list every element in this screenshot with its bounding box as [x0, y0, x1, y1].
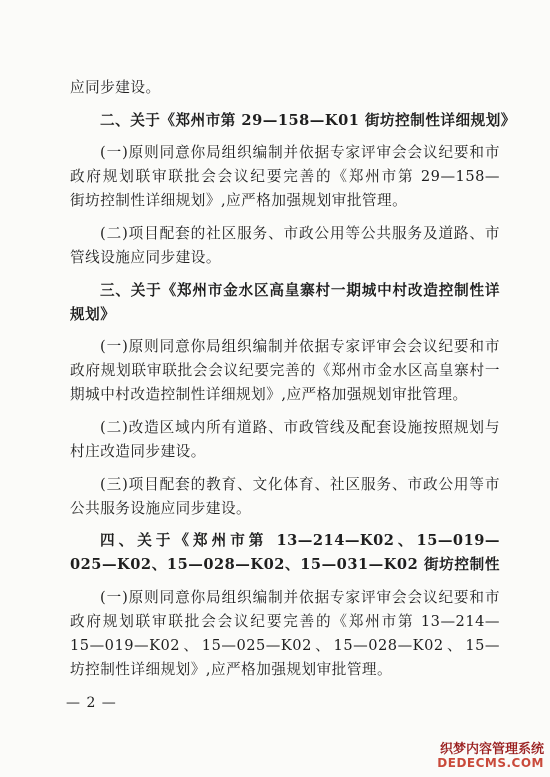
text-line-continuation: 应同步建设。: [70, 79, 161, 96]
section-heading-3: 三、关于《郑州市金水区高皇寨村一期城中村改造控制性详: [100, 282, 500, 299]
paragraph-line: (一)原则同意你局组织编制并依据专家评审会会议纪要和市: [100, 338, 500, 355]
paragraph-line: 管线设施应同步建设。: [70, 249, 221, 266]
paragraph-line: 街坊控制性详细规划》,应严格加强规划审批管理。: [70, 192, 408, 209]
paragraph-line: 政府规划联审联批会会议纪要完善的《郑州市第 29—158—: [70, 168, 500, 185]
paragraph-line: (一)原则同意你局组织编制并依据专家评审会会议纪要和市: [100, 144, 500, 161]
paragraph-line: 政府规划联审联批会会议纪要完善的《郑州市金水区高皇寨村一: [70, 362, 500, 379]
paragraph-line: 公共服务设施应同步建设。: [70, 500, 252, 517]
section-heading-2: 二、关于《郑州市第 29—158—K01 街坊控制性详细规划》: [100, 112, 516, 129]
section-heading-4: 四、关于《郑州市第 13—214—K02、15—019—: [100, 532, 500, 549]
paragraph-line: 15—019—K02、15—025—K02、15—028—K02、15—: [70, 637, 500, 654]
paragraph-line: (二)项目配套的社区服务、市政公用等公共服务及道路、市: [100, 225, 500, 242]
paragraph-line: 期城中村改造控制性详细规划》,应严格加强规划审批管理。: [70, 386, 468, 403]
watermark-domain: DEDECMS.COM: [437, 756, 544, 770]
section-heading-4-cont: 025—K02、15—028—K02、15—031—K02 街坊控制性: [70, 556, 500, 573]
watermark-text: 织梦内容管理系统: [439, 742, 544, 757]
section-heading-3-cont: 规划》: [70, 306, 116, 323]
paragraph-line: 村庄改造同步建设。: [70, 443, 206, 460]
page-number: — 2 —: [66, 695, 117, 711]
paragraph-line: 政府规划联审联批会会议纪要完善的《郑州市第 13—214—: [70, 613, 500, 630]
paragraph-line: (三)项目配套的教育、文化体育、社区服务、市政公用等市: [100, 476, 500, 493]
paragraph-line: 坊控制性详细规划》,应严格加强规划审批管理。: [70, 661, 393, 678]
paragraph-line: (一)原则同意你局组织编制并依据专家评审会会议纪要和市: [100, 589, 500, 606]
paragraph-line: (二)改造区域内所有道路、市政管线及配套设施按照规划与: [100, 419, 500, 436]
